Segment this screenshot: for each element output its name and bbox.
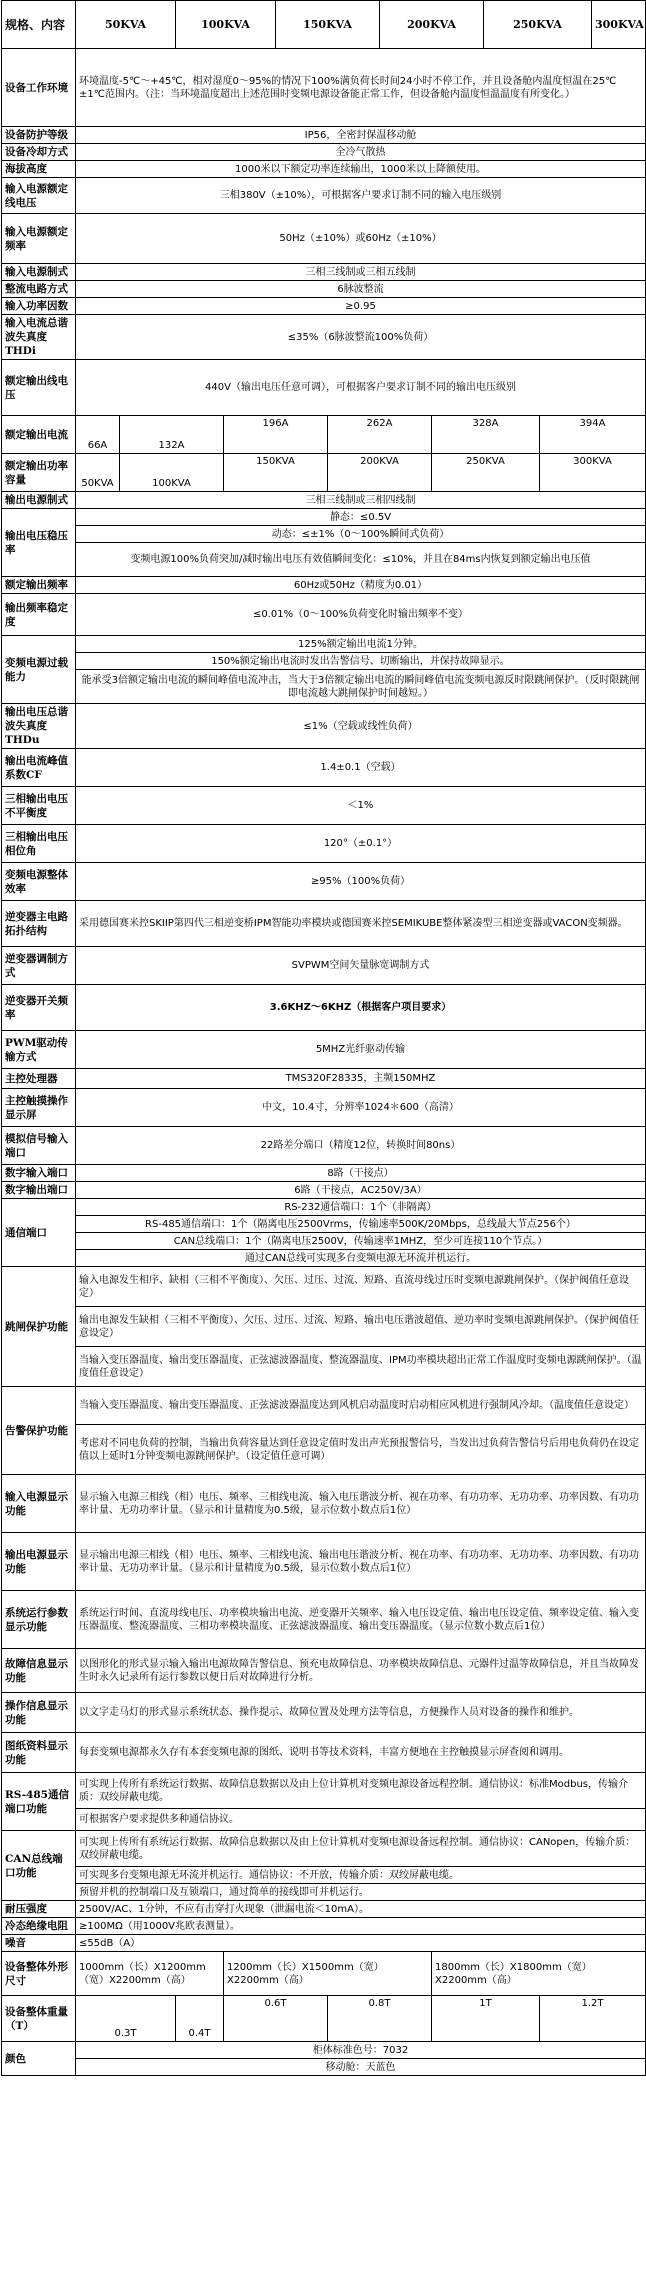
row-value: TMS320F28335，主频150MHZ [76,1069,646,1089]
row-out-capacity [2,454,646,492]
spec-table [1,0,646,2076]
row-pwm [2,1031,646,1069]
row-overload-3 [2,670,646,704]
model-200kva: 200KVA [380,1,484,49]
rs485-func-p1: 可实现上传所有系统运行数据、故障信息数据以及由上位计算机对变频电源设备远程控制。通信协议：标准Modbus，传输介质：双绞屏蔽电缆。 [76,1773,646,1809]
row-label: 告警保护功能 [2,1387,76,1475]
row-label: 设备整体外形尺寸 [2,1952,76,1996]
row-can-func-2 [2,1867,646,1884]
row-cooling [2,144,646,161]
row-label: 整流电路方式 [2,281,76,298]
row-label: 数字输入端口 [2,1165,76,1182]
capacity-300kva: 300KVA [540,454,646,492]
row-label: 输入电流总谐波失真度THDi [2,315,76,360]
weight-250kva: 1T [432,1996,540,2042]
row-label: 逆变器开关频率 [2,985,76,1031]
comm-rs485: RS-485通信端口：1个（隔离电压2500Vrms，传输速率500K/20Mbps，总线最大节点256个） [76,1216,646,1233]
model-300kva: 300KVA [592,1,646,49]
current-100kva: 132A [120,416,224,454]
row-regulation-dynamic [2,526,646,543]
row-pf [2,298,646,315]
row-unbalance [2,787,646,825]
row-value: SVPWM空间矢量脉宽调制方式 [76,947,646,985]
row-out-display [2,1533,646,1591]
row-value: 5MHZ光纤驱动传输 [76,1031,646,1069]
row-label: CAN总线端口功能 [2,1831,76,1901]
row-weight [2,1996,646,2042]
row-label: 通信端口 [2,1199,76,1267]
row-value: 120°（±0.1°） [76,825,646,863]
row-label: 输出电源制式 [2,492,76,509]
capacity-200kva: 200KVA [328,454,432,492]
row-display [2,1089,646,1127]
row-op-info [2,1693,646,1733]
row-trip-2 [2,1307,646,1347]
row-value: 中文，10.4寸，分辨率1024＊600（高清） [76,1089,646,1127]
trip-p3: 当输入变压器温度、输出变压器温度、正弦滤波器温度、整流器温度、IPM功率模块超出正常工作温度时变频电源跳闸保护。（温度值任意设定） [76,1347,646,1387]
row-value: 6脉波整流 [76,281,646,298]
row-value: 60Hz或50Hz（精度为0.01） [76,577,646,594]
row-color-mobile [2,2059,646,2076]
row-value: ≤1%（空载或线性负荷） [76,704,646,749]
row-label: 输入电源制式 [2,264,76,281]
trip-p1: 输入电源发生相序、缺相（三相不平衡度）、欠压、过压、过流、短路、直流母线过压时变频电源跳闸保护。（保护阀值任意设定） [76,1267,646,1307]
row-crest [2,749,646,787]
model-100kva: 100KVA [176,1,276,49]
row-value: 440V（输出电压任意可调），可根据客户要求订制不同的输出电压级别 [76,360,646,416]
row-label: 输出电压稳压率 [2,509,76,577]
row-digital-out [2,1182,646,1199]
row-label: 设备工作环境 [2,49,76,127]
weight-150kva: 0.6T [224,1996,328,2042]
model-250kva: 250KVA [484,1,592,49]
row-label: 额定输出线电压 [2,360,76,416]
row-value: 显示输入电源三相线（相）电压、频率、三相线电流、输入电压谐波分析、视在功率、有功功率、无功功率、功率因数、有功功率计量、无功功率计量。（显示和计量精度为0.5级，显示位数小数点后1位） [76,1475,646,1533]
row-label: 设备防护等级 [2,127,76,144]
row-regulation-static [2,509,646,526]
row-value: 8路（干接点） [76,1165,646,1182]
row-value: 三相三线制或三相五线制 [76,264,646,281]
row-withstand [2,1901,646,1918]
row-comm-rs485 [2,1216,646,1233]
row-label: 输入电源额定频率 [2,214,76,264]
row-label: 变频电源过载能力 [2,636,76,704]
color-cabinet: 柜体标准色号：7032 [76,2042,646,2059]
row-dimensions [2,1952,646,1996]
dimensions-large: 1800mm（长）X1800mm（宽）X2200mm（高） [432,1952,646,1996]
row-value: 50Hz（±10%）或60Hz（±10%） [76,214,646,264]
header-row [2,1,646,49]
row-value: ＜1% [76,787,646,825]
row-value: 以文字走马灯的形式显示系统状态、操作提示、故障位置及处理方法等信息，方便操作人员对设备的操作和维护。 [76,1693,646,1733]
capacity-100kva: 100KVA [120,454,224,492]
current-50kva: 66A [76,416,120,454]
weight-200kva: 0.8T [328,1996,432,2042]
row-value: ≥95%（100%负荷） [76,863,646,901]
row-label: 设备冷却方式 [2,144,76,161]
row-env [2,49,646,127]
comm-can-note: 通过CAN总线可实现多台变频电源无环流并机运行。 [76,1250,646,1267]
row-label: 设备整体重量（T） [2,1996,76,2042]
row-fault [2,1649,646,1693]
row-value: ≥100MΩ（用1000V兆欧表测量）。 [76,1918,646,1935]
row-out-system [2,492,646,509]
model-150kva: 150KVA [276,1,380,49]
row-comm-can-note [2,1250,646,1267]
row-in-system [2,264,646,281]
row-label: 三相输出电压相位角 [2,825,76,863]
current-300kva: 394A [540,416,646,454]
can-func-p2: 可实现多台变频电源无环流并机运行。通信协议：不开放，传输介质：双绞屏蔽电缆。 [76,1867,646,1884]
row-color-cabinet [2,2042,646,2059]
row-in-freq [2,214,646,264]
row-regulation-recovery [2,543,646,577]
row-label: 主控触摸操作显示屏 [2,1089,76,1127]
row-thdi [2,315,646,360]
row-in-display [2,1475,646,1533]
row-digital-in [2,1165,646,1182]
overload-line-2: 150%额定输出电流时发出告警信号、切断输出，并保持故障显示。 [76,653,646,670]
regulation-static: 静态：≤0.5V [76,509,646,526]
row-label: 输入电源显示功能 [2,1475,76,1533]
row-value: 以图形化的形式显示输入输出电源故障告警信息、预充电故障信息、功率模块故障信息、元器件过温等故障信息，并且当故障发生时永久记录所有运行参数以便日后对故障进行分析。 [76,1649,646,1693]
row-out-current [2,416,646,454]
row-label: 系统运行参数显示功能 [2,1591,76,1649]
row-label: RS-485通信端口功能 [2,1773,76,1831]
row-rs485-func-2 [2,1809,646,1831]
weight-100kva: 0.4T [176,1996,224,2042]
row-label: 输出电压总谐波失真度THDu [2,704,76,749]
row-rectifier [2,281,646,298]
row-in-voltage [2,178,646,214]
row-alarm-1 [2,1387,646,1425]
row-value: 全冷气散热 [76,144,646,161]
row-label: 海拔高度 [2,161,76,178]
row-efficiency [2,863,646,901]
row-label: 逆变器主电路拓扑结构 [2,901,76,947]
row-can-func-3 [2,1884,646,1901]
row-label: 跳闸保护功能 [2,1267,76,1387]
row-alarm-2 [2,1425,646,1475]
row-out-freq [2,577,646,594]
row-value: ≤35%（6脉波整流100%负荷） [76,315,646,360]
capacity-250kva: 250KVA [432,454,540,492]
row-value: IP56，全密封保温移动舱 [76,127,646,144]
comm-can: CAN总线端口：1个（隔离电压2500V，传输速率1MHZ，至少可连接110个节点。） [76,1233,646,1250]
dimensions-medium: 1200mm（长）X1500mm（宽）X2200mm（高） [224,1952,432,1996]
row-label: 颜色 [2,2042,76,2076]
can-func-p3: 预留并机的控制端口及互锁端口，通过简单的接线即可并机运行。 [76,1884,646,1901]
row-comm-rs232 [2,1199,646,1216]
row-label: 输入功率因数 [2,298,76,315]
row-label: 输出频率稳定度 [2,594,76,636]
weight-300kva: 1.2T [540,1996,646,2042]
dimensions-small: 1000mm（长）X1200mm（宽）X2200mm（高） [76,1952,224,1996]
row-label: 主控处理器 [2,1069,76,1089]
capacity-150kva: 150KVA [224,454,328,492]
row-cpu [2,1069,646,1089]
row-noise [2,1935,646,1952]
row-label: 冷态绝缘电阻 [2,1918,76,1935]
row-value: 三相380V（±10%），可根据客户要求订制不同的输入电压级别 [76,178,646,214]
row-label: 额定输出电流 [2,416,76,454]
row-altitude [2,161,646,178]
row-label: 耐压强度 [2,1901,76,1918]
row-label: 噪音 [2,1935,76,1952]
row-label: 额定输出功率容量 [2,454,76,492]
row-label: PWM驱动传输方式 [2,1031,76,1069]
current-250kva: 328A [432,416,540,454]
row-docs [2,1733,646,1773]
row-insulation [2,1918,646,1935]
row-value: 显示输出电源三相线（相）电压、频率、三相线电流、输出电压谐波分析、视在功率、有功功率、无功功率、功率因数、有功功率计量、无功功率计量。（显示和计量精度为0.5级，显示位数小数点后1位） [76,1533,646,1591]
row-label: 操作信息显示功能 [2,1693,76,1733]
row-comm-can [2,1233,646,1250]
row-value: 22路差分端口（精度12位，转换时间80ns） [76,1127,646,1165]
row-value: 系统运行时间、直流母线电压、功率模块输出电流、逆变器开关频率、输入电压设定值、输出电压设定值、频率设定值、输入变压器温度、整流器温度、三相功率模块温度、正弦滤波器温度、输出变压器温度。（显示位数小数点后1位） [76,1591,646,1649]
current-200kva: 262A [328,416,432,454]
alarm-p1: 当输入变压器温度、输出变压器温度、正弦滤波器温度达到风机启动温度时启动相应风机进行强制风冷却。（温度值任意设定） [76,1387,646,1425]
model-50kva: 50KVA [76,1,176,49]
row-thdu [2,704,646,749]
overload-line-3: 能承受3倍额定输出电流的瞬间峰值电流冲击，当大于3倍额定输出电流的瞬间峰值电流变频电源反时限跳闸保护。（反时限跳闸即电流越大跳闸保护时间越短。） [76,670,646,704]
row-value: 1.4±0.1（空载） [76,749,646,787]
row-value: 1000米以下额定功率连续输出，1000米以上降额使用。 [76,161,646,178]
row-value: ≤0.01%（0～100%负荷变化时输出频率不变） [76,594,646,636]
row-label: 输入电源额定线电压 [2,178,76,214]
row-value: 6路（干接点，AC250V/3A） [76,1182,646,1199]
row-label: 故障信息显示功能 [2,1649,76,1693]
overload-line-1: 125%额定输出电流1分钟。 [76,636,646,653]
row-value: 每套变频电源都永久存有本套变频电源的图纸、说明书等技术资料，丰富方便地在主控触摸显示屏查阅和调用。 [76,1733,646,1773]
row-overload-2 [2,653,646,670]
row-label: 输出电流峰值系数CF [2,749,76,787]
row-value: 3.6KHZ～6KHZ（根据客户项目要求） [76,985,646,1031]
row-out-voltage [2,360,646,416]
regulation-recovery: 变频电源100%负荷突加/减时输出电压有效值瞬间变化：≤10%，并且在84ms内恢复到额定输出电压值 [76,543,646,577]
alarm-p2: 考虑对不同电负荷的控制，当输出负荷容量达到任意设定值时发出声光预报警信号，当发出过负荷告警信号后用电负荷仍在设定值以上延时1分钟变频电源跳闸保护。（设定值任意可调） [76,1425,646,1475]
row-label: 额定输出频率 [2,577,76,594]
color-mobile: 移动舱：天蓝色 [76,2059,646,2076]
row-switch-freq [2,985,646,1031]
row-label: 逆变器调制方式 [2,947,76,985]
weight-50kva: 0.3T [76,1996,176,2042]
row-label: 变频电源整体效率 [2,863,76,901]
row-value: ≥0.95 [76,298,646,315]
row-freq-stability [2,594,646,636]
row-inverter-topology [2,901,646,947]
row-inverter-modulation [2,947,646,985]
header-label: 规格、内容 [2,1,76,49]
regulation-dynamic: 动态：≤±1%（0～100%瞬间式负荷） [76,526,646,543]
row-analog-in [2,1127,646,1165]
capacity-50kva: 50KVA [76,454,120,492]
row-label: 图纸资料显示功能 [2,1733,76,1773]
row-value: 采用德国赛米控SKIIP第四代三相逆变桥IPM智能功率模块或德国赛米控SEMIKUBE整体紧凑型三相逆变器或VACON变频器。 [76,901,646,947]
row-protect-level [2,127,646,144]
row-overload-1 [2,636,646,653]
row-label: 数字输出端口 [2,1182,76,1199]
rs485-func-p2: 可根据客户要求提供多种通信协议。 [76,1809,646,1831]
row-label: 模拟信号输入端口 [2,1127,76,1165]
can-func-p1: 可实现上传所有系统运行数据、故障信息数据以及由上位计算机对变频电源设备远程控制。通信协议：CANopen，传输介质：双绞屏蔽电缆。 [76,1831,646,1867]
row-sys-param [2,1591,646,1649]
current-150kva: 196A [224,416,328,454]
row-value: ≤55dB（A） [76,1935,646,1952]
row-phase-angle [2,825,646,863]
row-trip-1 [2,1267,646,1307]
comm-rs232: RS-232通信端口：1个（非隔离） [76,1199,646,1216]
row-rs485-func-1 [2,1773,646,1809]
row-label: 三相输出电压不平衡度 [2,787,76,825]
row-value: 2500V/AC、1分钟，不应有击穿打火现象（泄漏电流＜10mA）。 [76,1901,646,1918]
row-label: 输出电源显示功能 [2,1533,76,1591]
trip-p2: 输出电源发生缺相（三相不平衡度）、欠压、过压、过流、短路、输出电压谐波超值、逆功率时变频电源跳闸保护。（保护阀值任意设定） [76,1307,646,1347]
row-can-func-1 [2,1831,646,1867]
row-value: 三相三线制或三相四线制 [76,492,646,509]
row-trip-3 [2,1347,646,1387]
row-value: 环境温度-5℃～+45℃，相对湿度0～95%的情况下100%满负荷长时间24小时不停工作，并且设备舱内温度恒温在25℃±1℃范围内。（注：当环境温度超出上述范围时变频电源设备能正常工作，但设备舱内温度恒温温度有所变化。） [76,49,646,127]
